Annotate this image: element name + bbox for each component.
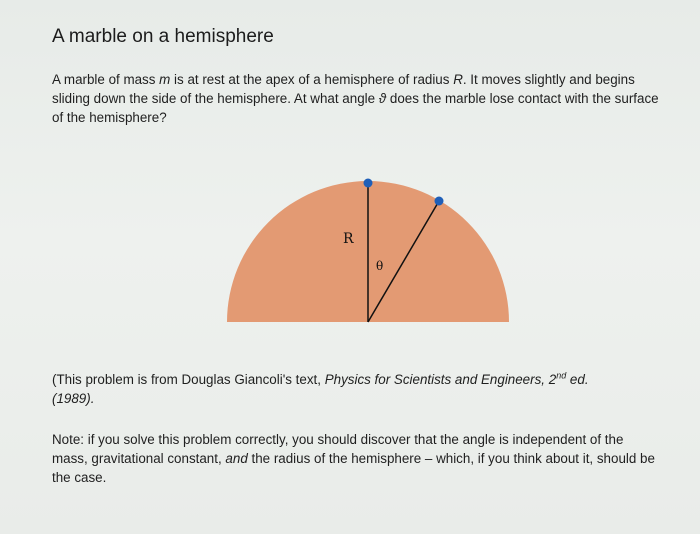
mass-symbol: m [159,72,171,87]
problem-text-1: A marble of mass [52,72,160,87]
source-edition: ed. [566,372,589,387]
marble-at-apex [364,179,373,188]
source-book [325,372,589,387]
radius-label: R [343,231,354,247]
edition-superscript: nd [556,370,567,381]
problem-statement [52,70,660,127]
radius-symbol: R [453,72,463,87]
marble-sliding [435,197,444,206]
note-text-1: Note: if you solve this problem correctly, you should discover that the angle is independent of the mass, gravitational constant, [52,432,624,466]
source-citation [52,370,642,408]
problem-text-4: does the marble lose contact with the surface of the hemisphere? [52,91,659,125]
note-text-2: the radius of the hemisphere – which, if you think about it, should be the case. [52,451,655,485]
source-year: (1989). [52,391,95,406]
note-paragraph [52,430,662,487]
problem-text-3: . It moves slightly and begins sliding down the side of the hemisphere. At what angle [52,72,635,106]
problem-text-2: is at rest at the apex of a hemisphere of radius [170,72,454,87]
angle-label: θ [376,259,384,273]
hemisphere-diagram [218,172,518,332]
note-and-word: and [225,451,248,466]
angle-symbol: ϑ [378,91,387,106]
source-book-title: Physics for Scientists and Engineers, 2 [324,372,557,387]
source-open: (This problem is from Douglas Giancoli's text, [52,372,325,387]
page-title: A marble on a hemisphere [52,26,274,47]
